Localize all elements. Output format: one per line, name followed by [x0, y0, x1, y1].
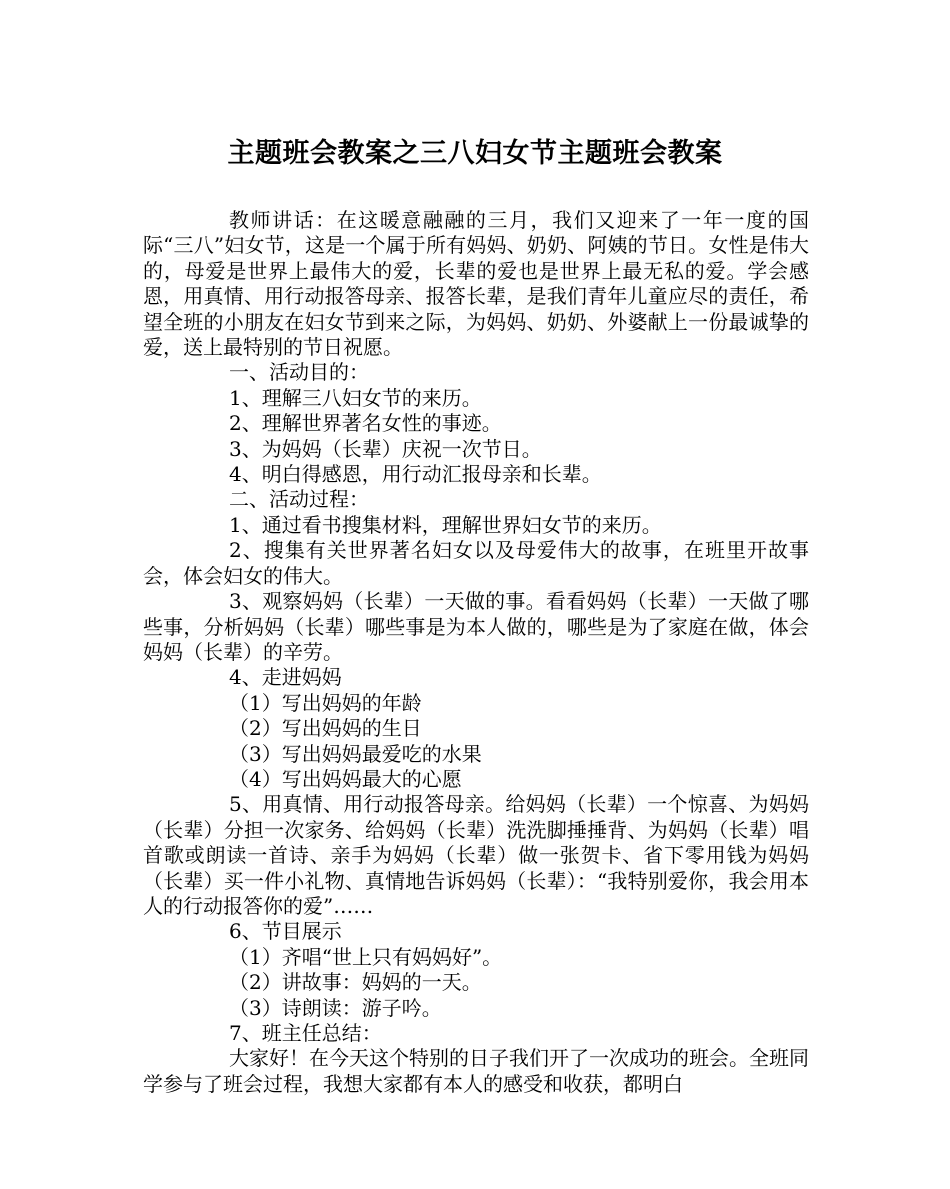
process-item: 3、观察妈妈（长辈）一天做的事。看看妈妈（长辈）一天做了哪些事，分析妈妈（长辈）哪些事是为本人做的，哪些是为了家庭在做，体会妈妈（长辈）的辛劳。: [143, 589, 809, 664]
process-item: 2、搜集有关世界著名妇女以及母爱伟大的故事，在班里开故事会，体会妇女的伟大。: [143, 538, 809, 588]
sub-item: （2）讲故事：妈妈的一天。: [229, 970, 482, 995]
paragraph-teacher-speech: 教师讲话：在这暖意融融的三月，我们又迎来了一年一度的国际“三八”妇女节，这是一个属于所有妈妈、奶奶、阿姨的节日。女性是伟大的，母爱是世界上最伟大的爱，长辈的爱也是世界上最无私的爱。学会感恩，用真情、用行动报答母亲、报答长辈，是我们青年儿童应尽的责任，希望全班的小朋友在妇女节到来之际，为妈妈、奶奶、外婆献上一份最诚挚的爱，送上最特别的节日祝愿。: [143, 208, 809, 360]
sub-item: （4）写出妈妈最大的心愿: [229, 766, 462, 791]
process-item: 7、班主任总结：: [229, 1021, 382, 1045]
goal-item: 4、明白得感恩，用行动汇报母亲和长辈。: [229, 462, 602, 487]
sub-item: （1）写出妈妈的年龄: [229, 690, 422, 715]
sub-item: （3）诗朗读：游子吟。: [229, 995, 442, 1020]
sub-item: （3）写出妈妈最爱吃的水果: [229, 741, 482, 766]
goal-item: 3、为妈妈（长辈）庆祝一次节日。: [229, 436, 542, 461]
process-item: 6、节目展示: [229, 919, 342, 944]
heading-activity-goals: 一、活动目的：: [229, 360, 369, 385]
process-item: 5、用真情、用行动报答母亲。给妈妈（长辈）一个惊喜、为妈妈（长辈）分担一次家务、给妈妈（长辈）洗洗脚捶捶背、为妈妈（长辈）唱首歌或朗读一首诗、亲手为妈妈（长辈）做一张贺卡、省下零用钱为妈妈（长辈）买一件小礼物、真情地告诉妈妈（长辈）：“我特别爱你，我会用本人的行动报答你的爱”……: [143, 792, 809, 918]
goal-item: 1、理解三八妇女节的来历。: [229, 385, 482, 410]
process-item: 1、通过看书搜集材料，理解世界妇女节的来历。: [229, 512, 662, 537]
goal-item: 2、理解世界著名女性的事迹。: [229, 411, 502, 436]
sub-item: （2）写出妈妈的生日: [229, 716, 422, 741]
sub-item: （1）齐唱“世上只有妈妈好”。: [229, 944, 503, 969]
document-body: [143, 208, 809, 1097]
heading-activity-process: 二、活动过程：: [229, 487, 369, 512]
process-item: 4、走进妈妈: [229, 665, 342, 690]
document-title: 主题班会教案之三八妇女节主题班会教案: [227, 138, 723, 169]
paragraph-summary: 大家好！在今天这个特别的日子我们开了一次成功的班会。全班同学参与了班会过程，我想大家都有本人的感受和收获，都明白: [143, 1046, 809, 1096]
